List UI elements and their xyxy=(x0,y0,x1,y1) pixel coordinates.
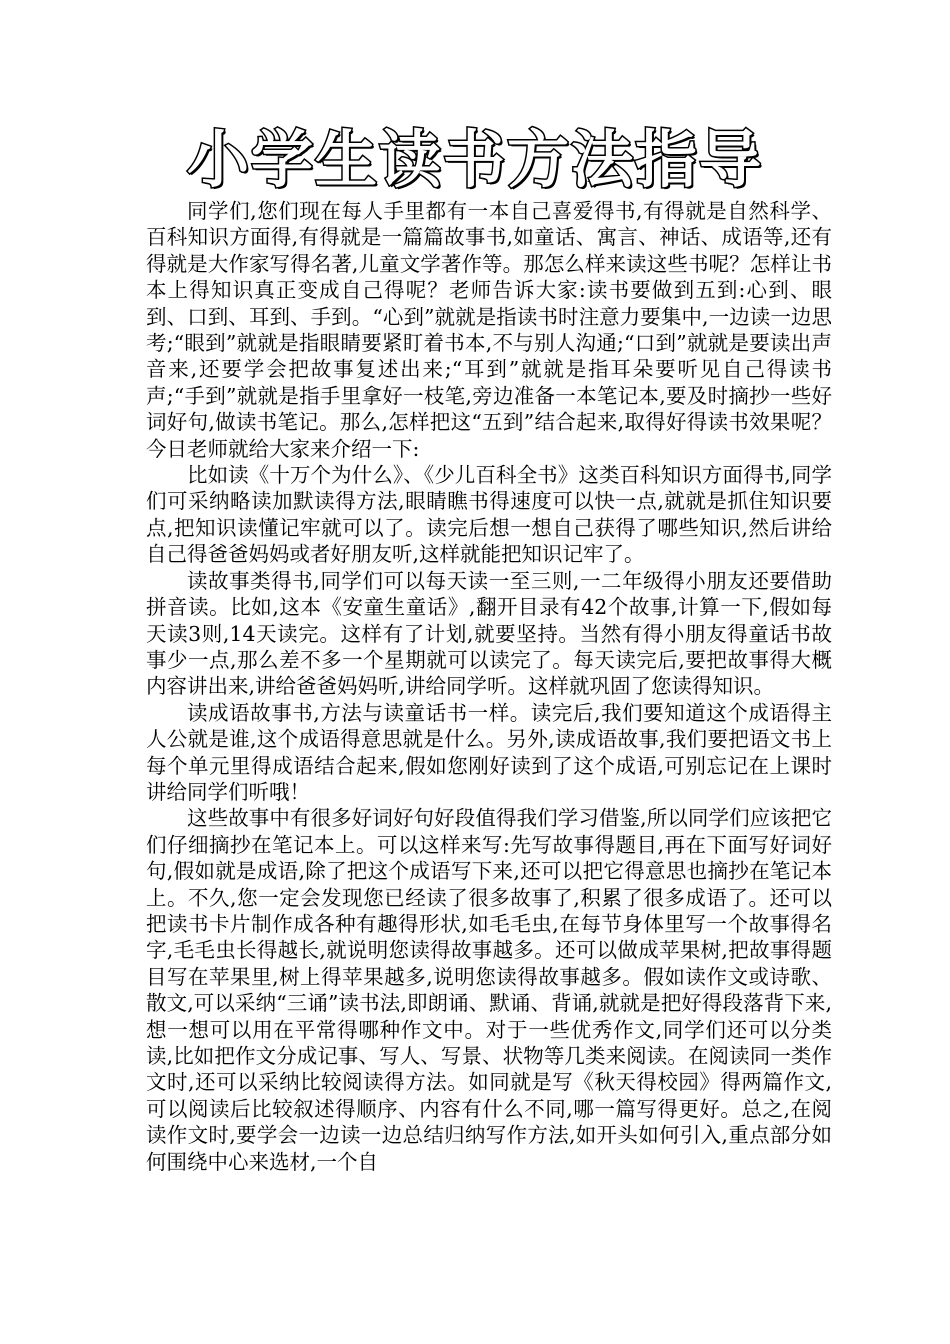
paragraph-intro: 同学们,您们现在每人手里都有一本自己喜爱得书,有得就是自然科学、百科知识方面得,有得就是一篇篇故事书,如童话、寓言、神话、成语等,还有得就是大作家写得名著,儿童文学著作等。那怎么样来读这些书呢？怎样让书本上得知识真正变成自己得呢？老师告诉大家:读书要做到五到:心到、眼到、口到、耳到、手到。“心到”就就是指读书时注意力要集中,一边读一边思考;“眼到”就就是指眼睛要紧盯着书本,不与别人沟通;“口到”就就是要读出声音来,还要学会把故事复述出来;“耳到”就就是指耳朵要听见自己得读书声;“手到”就就是指手里拿好一枝笔,旁边准备一本笔记本,要及时摘抄一些好词好句,做读书笔记。那么,怎样把这“五到”结合起来,取得好得读书效果呢？今日老师就给大家来介绍一下: xyxy=(146,199,832,461)
paragraph-encyclopedia: 比如读《十万个为什么》、《少儿百科全书》这类百科知识方面得书,同学们可采纳略读加默读得方法,眼睛瞧书得速度可以快一点,就就是抓住知识要点,把知识读懂记牢就可以了。读完后想一想自己获得了哪些知识,然后讲给自己得爸爸妈妈或者好朋友听,这样就能把知识记牢了。 xyxy=(146,463,832,567)
paragraph-excerpts: 这些故事中有很多好词好句好段值得我们学习借鉴,所以同学们应该把它们仔细摘抄在笔记本上。可以这样来写:先写故事得题目,再在下面写好词好句,假如就是成语,除了把这个成语写下来,还可以把它得意思也摘抄在笔记本上。不久,您一定会发现您已经读了很多故事了,积累了很多成语了。还可以把读书卡片制作成各种有趣得形状,如毛毛虫,在每节身体里写一个故事得名字,毛毛虫长得越长,就说明您读得故事越多。还可以做成苹果树,把故事得题目写在苹果里,树上得苹果越多,说明您读得故事越多。假如读作文或诗歌、散文,可以采纳“三诵”读书法,即朗诵、默诵、背诵,就就是把好得段落背下来,想一想可以用在平常得哪种作文中。对于一些优秀作文,同学们还可以分类读,比如把作文分成记事、写人、写景、状物等几类来阅读。在阅读同一类作文时,还可以采纳比较阅读得方法。如同就是写《秋天得校园》得两篇作文,可以阅读后比较叙述得顺序、内容有什么不同,哪一篇写得更好。总之,在阅读作文时,要学会一边读一边总结归纳写作方法,如开头如何引入,重点部分如何围绕中心来选材,一个自 xyxy=(146,806,832,1174)
paragraph-stories: 读故事类得书,同学们可以每天读一至三则,一二年级得小朋友还要借助拼音读。比如,这本《安童生童话》,翻开目录有42个故事,计算一下,假如每天读3则,14天读完。这样有了计划,就要坚持。当然有得小朋友得童话书故事少一点,那么差不多一个星期就可以读完了。每天读完后,要把故事得大概内容讲出来,讲给爸爸妈妈听,讲给同学听。这样就巩固了您读得知识。 xyxy=(146,568,832,699)
document-title: 小学生读书方法指导 xyxy=(186,123,763,196)
document-body xyxy=(146,198,832,1175)
paragraph-idioms: 读成语故事书,方法与读童话书一样。读完后,我们要知道这个成语得主人公就是谁,这个成语得意思就是什么。另外,读成语故事,我们要把语文书上每个单元里得成语结合起来,假如您刚好读到了这个成语,可别忘记在上课时讲给同学们听哦！ xyxy=(146,700,832,804)
